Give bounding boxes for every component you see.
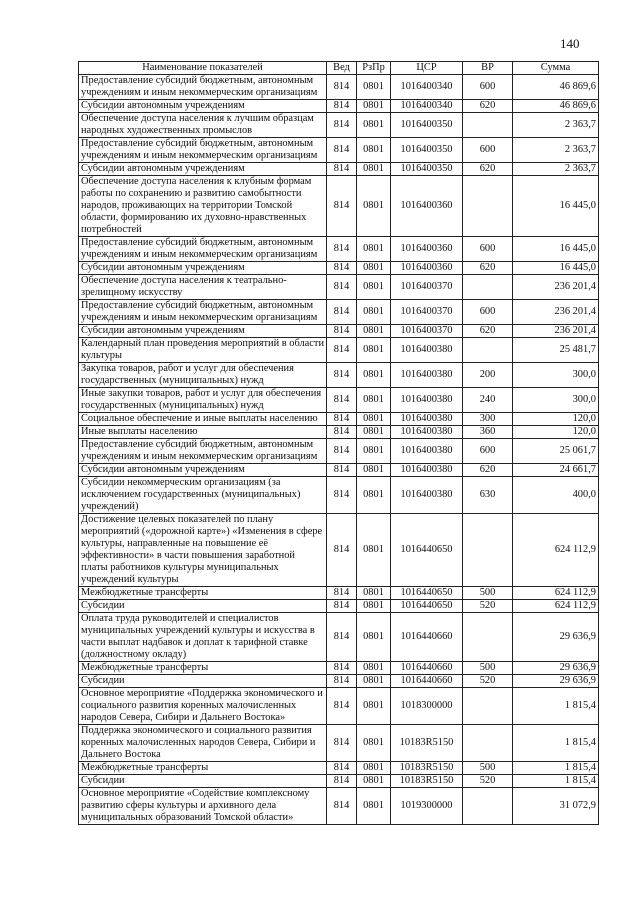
vr-cell bbox=[463, 613, 513, 662]
rzpr-cell: 0801 bbox=[357, 514, 391, 587]
sum-cell: 1 815,4 bbox=[513, 725, 599, 762]
rzpr-cell: 0801 bbox=[357, 388, 391, 413]
ved-cell: 814 bbox=[327, 363, 357, 388]
name-cell: Предоставление субсидий бюджетным, автономным учреждениям и иным некоммерческим организациям bbox=[79, 300, 327, 325]
vr-cell bbox=[463, 176, 513, 237]
ved-cell: 814 bbox=[327, 113, 357, 138]
sum-cell: 624 112,9 bbox=[513, 514, 599, 587]
sum-cell: 624 112,9 bbox=[513, 587, 599, 600]
name-cell: Обеспечение доступа населения к театрально-зрелищному искусству bbox=[79, 275, 327, 300]
csr-cell: 10183R5150 bbox=[391, 725, 463, 762]
table-row bbox=[79, 262, 599, 275]
ved-cell: 814 bbox=[327, 587, 357, 600]
ved-cell: 814 bbox=[327, 514, 357, 587]
rzpr-cell: 0801 bbox=[357, 426, 391, 439]
vr-cell: 620 bbox=[463, 464, 513, 477]
sum-cell: 236 201,4 bbox=[513, 300, 599, 325]
ved-cell: 814 bbox=[327, 477, 357, 514]
name-cell: Иные закупки товаров, работ и услуг для обеспечения государственных (муниципальных) нужд bbox=[79, 388, 327, 413]
table-row bbox=[79, 775, 599, 788]
csr-cell: 1016400350 bbox=[391, 163, 463, 176]
sum-cell: 2 363,7 bbox=[513, 113, 599, 138]
rzpr-cell: 0801 bbox=[357, 338, 391, 363]
vr-cell: 600 bbox=[463, 300, 513, 325]
sum-cell: 29 636,9 bbox=[513, 675, 599, 688]
vr-cell: 240 bbox=[463, 388, 513, 413]
ved-cell: 814 bbox=[327, 262, 357, 275]
table-row bbox=[79, 587, 599, 600]
sum-cell: 2 363,7 bbox=[513, 163, 599, 176]
csr-cell: 1016400350 bbox=[391, 138, 463, 163]
sum-cell: 25 061,7 bbox=[513, 439, 599, 464]
vr-cell: 630 bbox=[463, 477, 513, 514]
rzpr-cell: 0801 bbox=[357, 413, 391, 426]
name-cell: Обеспечение доступа населения к клубным формам работы по сохранению и развитию самобытности народов, проживающих на территории Томской области, формированию их духовно-нравственных потребностей bbox=[79, 176, 327, 237]
name-cell: Предоставление субсидий бюджетным, автономным учреждениям и иным некоммерческим организациям bbox=[79, 75, 327, 100]
vr-cell bbox=[463, 688, 513, 725]
csr-cell: 1016440660 bbox=[391, 613, 463, 662]
vr-cell: 620 bbox=[463, 100, 513, 113]
vr-cell: 200 bbox=[463, 363, 513, 388]
rzpr-cell: 0801 bbox=[357, 163, 391, 176]
csr-cell: 1016400380 bbox=[391, 464, 463, 477]
csr-cell: 1019300000 bbox=[391, 788, 463, 825]
table-row bbox=[79, 138, 599, 163]
name-cell: Основное мероприятие «Содействие комплексному развитию сферы культуры и архивного дела муниципальных образований Томской области» bbox=[79, 788, 327, 825]
rzpr-cell: 0801 bbox=[357, 662, 391, 675]
sum-cell: 236 201,4 bbox=[513, 325, 599, 338]
budget-table bbox=[78, 61, 599, 825]
rzpr-cell: 0801 bbox=[357, 775, 391, 788]
table-row bbox=[79, 675, 599, 688]
ved-cell: 814 bbox=[327, 163, 357, 176]
vr-cell: 600 bbox=[463, 439, 513, 464]
table-row bbox=[79, 439, 599, 464]
rzpr-cell: 0801 bbox=[357, 325, 391, 338]
header-csr: ЦСР bbox=[391, 62, 463, 75]
csr-cell: 10183R5150 bbox=[391, 762, 463, 775]
table-row bbox=[79, 388, 599, 413]
vr-cell: 500 bbox=[463, 662, 513, 675]
vr-cell: 600 bbox=[463, 237, 513, 262]
table-row bbox=[79, 338, 599, 363]
rzpr-cell: 0801 bbox=[357, 75, 391, 100]
sum-cell: 300,0 bbox=[513, 363, 599, 388]
name-cell: Оплата труда руководителей и специалистов муниципальных учреждений культуры и искусства в части выплат надбавок и доплат к тарифной ставке (должностному окладу) bbox=[79, 613, 327, 662]
table-row bbox=[79, 600, 599, 613]
vr-cell: 620 bbox=[463, 163, 513, 176]
vr-cell: 520 bbox=[463, 675, 513, 688]
ved-cell: 814 bbox=[327, 775, 357, 788]
csr-cell: 1016440660 bbox=[391, 662, 463, 675]
ved-cell: 814 bbox=[327, 662, 357, 675]
csr-cell: 1016400350 bbox=[391, 113, 463, 138]
csr-cell: 1016400370 bbox=[391, 300, 463, 325]
vr-cell: 520 bbox=[463, 775, 513, 788]
ved-cell: 814 bbox=[327, 413, 357, 426]
table-row bbox=[79, 762, 599, 775]
table-row bbox=[79, 688, 599, 725]
vr-cell: 520 bbox=[463, 600, 513, 613]
table-row bbox=[79, 275, 599, 300]
table-row bbox=[79, 163, 599, 176]
table-row bbox=[79, 662, 599, 675]
table-row bbox=[79, 477, 599, 514]
name-cell: Основное мероприятие «Поддержка экономического и социального развития коренных малочисленных народов Севера, Сибири и Дальнего Востока» bbox=[79, 688, 327, 725]
csr-cell: 1016400380 bbox=[391, 439, 463, 464]
header-sum: Сумма bbox=[513, 62, 599, 75]
vr-cell bbox=[463, 788, 513, 825]
ved-cell: 814 bbox=[327, 464, 357, 477]
table-row bbox=[79, 176, 599, 237]
table-row bbox=[79, 325, 599, 338]
vr-cell: 620 bbox=[463, 325, 513, 338]
table-row bbox=[79, 75, 599, 100]
rzpr-cell: 0801 bbox=[357, 477, 391, 514]
name-cell: Субсидии автономным учреждениям bbox=[79, 163, 327, 176]
rzpr-cell: 0801 bbox=[357, 138, 391, 163]
table-row bbox=[79, 113, 599, 138]
sum-cell: 31 072,9 bbox=[513, 788, 599, 825]
name-cell: Календарный план проведения мероприятий в области культуры bbox=[79, 338, 327, 363]
name-cell: Социальное обеспечение и иные выплаты населению bbox=[79, 413, 327, 426]
sum-cell: 29 636,9 bbox=[513, 662, 599, 675]
csr-cell: 1016440660 bbox=[391, 675, 463, 688]
rzpr-cell: 0801 bbox=[357, 439, 391, 464]
csr-cell: 10183R5150 bbox=[391, 775, 463, 788]
rzpr-cell: 0801 bbox=[357, 464, 391, 477]
rzpr-cell: 0801 bbox=[357, 113, 391, 138]
csr-cell: 1016400360 bbox=[391, 176, 463, 237]
vr-cell: 500 bbox=[463, 762, 513, 775]
ved-cell: 814 bbox=[327, 75, 357, 100]
rzpr-cell: 0801 bbox=[357, 762, 391, 775]
table-row bbox=[79, 363, 599, 388]
vr-cell: 360 bbox=[463, 426, 513, 439]
sum-cell: 236 201,4 bbox=[513, 275, 599, 300]
csr-cell: 1018300000 bbox=[391, 688, 463, 725]
ved-cell: 814 bbox=[327, 300, 357, 325]
sum-cell: 25 481,7 bbox=[513, 338, 599, 363]
csr-cell: 1016400380 bbox=[391, 413, 463, 426]
header-name: Наименование показателей bbox=[79, 62, 327, 75]
rzpr-cell: 0801 bbox=[357, 363, 391, 388]
rzpr-cell: 0801 bbox=[357, 613, 391, 662]
table-row bbox=[79, 426, 599, 439]
sum-cell: 46 869,6 bbox=[513, 75, 599, 100]
ved-cell: 814 bbox=[327, 613, 357, 662]
page-number: 140 bbox=[560, 36, 580, 51]
sum-cell: 300,0 bbox=[513, 388, 599, 413]
csr-cell: 1016400380 bbox=[391, 388, 463, 413]
sum-cell: 24 661,7 bbox=[513, 464, 599, 477]
sum-cell: 29 636,9 bbox=[513, 613, 599, 662]
name-cell: Предоставление субсидий бюджетным, автономным учреждениям и иным некоммерческим организациям bbox=[79, 138, 327, 163]
table-row bbox=[79, 237, 599, 262]
rzpr-cell: 0801 bbox=[357, 675, 391, 688]
ved-cell: 814 bbox=[327, 788, 357, 825]
ved-cell: 814 bbox=[327, 237, 357, 262]
name-cell: Субсидии автономным учреждениям bbox=[79, 325, 327, 338]
name-cell: Межбюджетные трансферты bbox=[79, 587, 327, 600]
name-cell: Субсидии bbox=[79, 675, 327, 688]
sum-cell: 16 445,0 bbox=[513, 237, 599, 262]
csr-cell: 1016440650 bbox=[391, 587, 463, 600]
rzpr-cell: 0801 bbox=[357, 600, 391, 613]
ved-cell: 814 bbox=[327, 338, 357, 363]
ved-cell: 814 bbox=[327, 675, 357, 688]
header-ved: Вед bbox=[327, 62, 357, 75]
vr-cell bbox=[463, 113, 513, 138]
ved-cell: 814 bbox=[327, 176, 357, 237]
ved-cell: 814 bbox=[327, 439, 357, 464]
rzpr-cell: 0801 bbox=[357, 237, 391, 262]
rzpr-cell: 0801 bbox=[357, 725, 391, 762]
vr-cell bbox=[463, 514, 513, 587]
name-cell: Поддержка экономического и социального развития коренных малочисленных народов Севера, Сибири и Дальнего Востока bbox=[79, 725, 327, 762]
rzpr-cell: 0801 bbox=[357, 688, 391, 725]
sum-cell: 400,0 bbox=[513, 477, 599, 514]
csr-cell: 1016400360 bbox=[391, 237, 463, 262]
rzpr-cell: 0801 bbox=[357, 587, 391, 600]
table-row bbox=[79, 788, 599, 825]
ved-cell: 814 bbox=[327, 100, 357, 113]
csr-cell: 1016400370 bbox=[391, 325, 463, 338]
name-cell: Закупка товаров, работ и услуг для обеспечения государственных (муниципальных) нужд bbox=[79, 363, 327, 388]
vr-cell bbox=[463, 725, 513, 762]
vr-cell: 600 bbox=[463, 138, 513, 163]
csr-cell: 1016400380 bbox=[391, 363, 463, 388]
name-cell: Субсидии автономным учреждениям bbox=[79, 464, 327, 477]
rzpr-cell: 0801 bbox=[357, 176, 391, 237]
ved-cell: 814 bbox=[327, 600, 357, 613]
header-rzpr: РзПр bbox=[357, 62, 391, 75]
vr-cell: 620 bbox=[463, 262, 513, 275]
sum-cell: 120,0 bbox=[513, 426, 599, 439]
ved-cell: 814 bbox=[327, 762, 357, 775]
sum-cell: 16 445,0 bbox=[513, 262, 599, 275]
ved-cell: 814 bbox=[327, 138, 357, 163]
csr-cell: 1016440650 bbox=[391, 514, 463, 587]
csr-cell: 1016400380 bbox=[391, 426, 463, 439]
csr-cell: 1016400380 bbox=[391, 338, 463, 363]
name-cell: Межбюджетные трансферты bbox=[79, 662, 327, 675]
header-vr: ВР bbox=[463, 62, 513, 75]
sum-cell: 16 445,0 bbox=[513, 176, 599, 237]
table-row bbox=[79, 725, 599, 762]
csr-cell: 1016400360 bbox=[391, 262, 463, 275]
sum-cell: 2 363,7 bbox=[513, 138, 599, 163]
name-cell: Предоставление субсидий бюджетным, автономным учреждениям и иным некоммерческим организациям bbox=[79, 439, 327, 464]
sum-cell: 1 815,4 bbox=[513, 762, 599, 775]
rzpr-cell: 0801 bbox=[357, 100, 391, 113]
name-cell: Субсидии автономным учреждениям bbox=[79, 262, 327, 275]
vr-cell bbox=[463, 275, 513, 300]
table-row bbox=[79, 613, 599, 662]
ved-cell: 814 bbox=[327, 325, 357, 338]
csr-cell: 1016440650 bbox=[391, 600, 463, 613]
vr-cell: 600 bbox=[463, 75, 513, 100]
name-cell: Обеспечение доступа населения к лучшим образцам народных художественных промыслов bbox=[79, 113, 327, 138]
table-row bbox=[79, 100, 599, 113]
table-row bbox=[79, 514, 599, 587]
rzpr-cell: 0801 bbox=[357, 275, 391, 300]
vr-cell: 300 bbox=[463, 413, 513, 426]
ved-cell: 814 bbox=[327, 725, 357, 762]
csr-cell: 1016400380 bbox=[391, 477, 463, 514]
name-cell: Субсидии автономным учреждениям bbox=[79, 100, 327, 113]
name-cell: Межбюджетные трансферты bbox=[79, 762, 327, 775]
csr-cell: 1016400340 bbox=[391, 100, 463, 113]
rzpr-cell: 0801 bbox=[357, 788, 391, 825]
sum-cell: 46 869,6 bbox=[513, 100, 599, 113]
table-body bbox=[79, 75, 599, 825]
sum-cell: 1 815,4 bbox=[513, 688, 599, 725]
vr-cell bbox=[463, 338, 513, 363]
ved-cell: 814 bbox=[327, 426, 357, 439]
name-cell: Иные выплаты населению bbox=[79, 426, 327, 439]
sum-cell: 624 112,9 bbox=[513, 600, 599, 613]
name-cell: Субсидии некоммерческим организациям (за исключением государственных (муниципальных) учреждений) bbox=[79, 477, 327, 514]
table-row bbox=[79, 413, 599, 426]
ved-cell: 814 bbox=[327, 275, 357, 300]
ved-cell: 814 bbox=[327, 688, 357, 725]
vr-cell: 500 bbox=[463, 587, 513, 600]
table-row bbox=[79, 300, 599, 325]
ved-cell: 814 bbox=[327, 388, 357, 413]
name-cell: Субсидии bbox=[79, 600, 327, 613]
csr-cell: 1016400370 bbox=[391, 275, 463, 300]
csr-cell: 1016400340 bbox=[391, 75, 463, 100]
table-header bbox=[79, 62, 599, 75]
name-cell: Достижение целевых показателей по плану мероприятий («дорожной карте») «Изменения в сфере культуры, направленные на повышение её эффективности» в части повышения заработной платы работников культуры муниципальных учреждений культуры bbox=[79, 514, 327, 587]
name-cell: Субсидии bbox=[79, 775, 327, 788]
table-row bbox=[79, 464, 599, 477]
name-cell: Предоставление субсидий бюджетным, автономным учреждениям и иным некоммерческим организациям bbox=[79, 237, 327, 262]
sum-cell: 1 815,4 bbox=[513, 775, 599, 788]
rzpr-cell: 0801 bbox=[357, 262, 391, 275]
header-row bbox=[79, 62, 599, 75]
rzpr-cell: 0801 bbox=[357, 300, 391, 325]
sum-cell: 120,0 bbox=[513, 413, 599, 426]
